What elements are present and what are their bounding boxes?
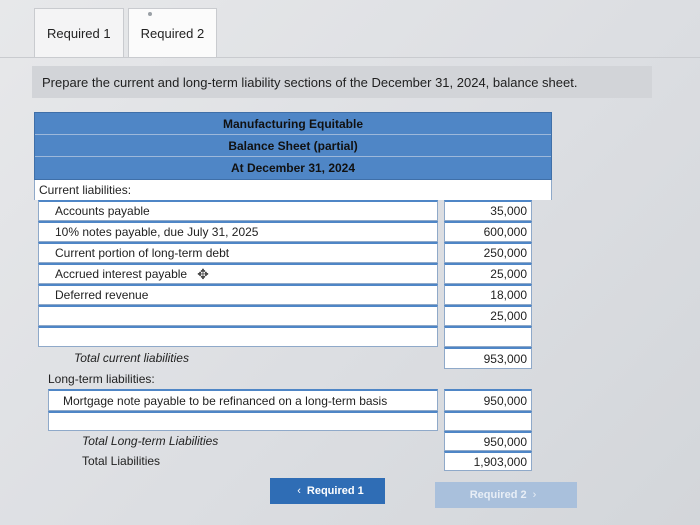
current-liabilities-heading-row <box>34 180 552 200</box>
table-row <box>34 431 552 451</box>
deferred-revenue-value[interactable]: 18,000 <box>444 284 532 305</box>
current-liabilities-heading: Current liabilities: <box>39 183 132 197</box>
chevron-right-icon: › <box>532 489 537 501</box>
table-row <box>34 326 552 347</box>
instruction-text: Prepare the current and long-term liability sections of the December 31, 2024, balance sheet. <box>32 66 652 98</box>
tab-indicator-dot <box>148 12 152 16</box>
table-row <box>34 411 552 431</box>
table-row <box>34 242 552 263</box>
total-longterm-label: Total Long-term Liabilities <box>82 434 219 448</box>
prev-required-button[interactable] <box>270 478 385 504</box>
tab-required-2[interactable]: Required 2 <box>128 8 218 58</box>
tab-bar <box>34 8 217 58</box>
accrued-interest-text: Accrued interest payable <box>55 267 188 281</box>
total-current-label: Total current liabilities <box>74 351 189 365</box>
table-row <box>34 451 552 471</box>
company-name: Manufacturing Equitable <box>35 113 551 135</box>
table-row <box>34 200 552 221</box>
blank-label-input[interactable] <box>38 305 438 326</box>
statement-name: Balance Sheet (partial) <box>35 135 551 157</box>
deferred-revenue-label[interactable]: Deferred revenue <box>38 284 438 305</box>
longterm-heading: Long-term liabilities: <box>48 372 155 386</box>
empty-longterm-value-input[interactable] <box>444 411 532 431</box>
next-required-label: Required 2 <box>469 489 527 501</box>
mortgage-note-label[interactable]: Mortgage note payable to be refinanced on a long-term basis <box>48 389 438 411</box>
table-row <box>34 284 552 305</box>
total-liabilities-label: Total Liabilities <box>82 454 161 468</box>
accounts-payable-label[interactable]: Accounts payable <box>38 200 438 221</box>
table-row <box>34 347 552 369</box>
current-portion-ltd-label[interactable]: Current portion of long-term debt <box>38 242 438 263</box>
longterm-heading-row <box>34 369 552 389</box>
accrued-interest-label[interactable] <box>38 263 438 284</box>
statement-date: At December 31, 2024 <box>230 161 356 175</box>
chevron-left-icon: ‹ <box>297 485 301 497</box>
accounts-payable-value[interactable]: 35,000 <box>444 200 532 221</box>
empty-value-input[interactable] <box>444 326 532 347</box>
total-longterm-value[interactable]: 950,000 <box>444 431 532 451</box>
balance-sheet <box>34 112 552 471</box>
mortgage-note-value[interactable]: 950,000 <box>444 389 532 411</box>
notes-payable-label[interactable]: 10% notes payable, due July 31, 2025 <box>38 221 438 242</box>
table-row <box>34 263 552 284</box>
sheet-header <box>34 112 552 180</box>
notes-payable-value[interactable]: 600,000 <box>444 221 532 242</box>
table-row <box>34 221 552 242</box>
move-cursor-icon: ✥ <box>197 265 209 282</box>
current-portion-ltd-value[interactable]: 250,000 <box>444 242 532 263</box>
table-row <box>34 389 552 411</box>
total-liabilities-value[interactable]: 1,903,000 <box>444 451 532 471</box>
blank-value-input[interactable]: 25,000 <box>444 305 532 326</box>
tab-required-1[interactable]: Required 1 <box>34 8 124 58</box>
total-current-value[interactable]: 953,000 <box>444 347 532 369</box>
next-required-button[interactable] <box>435 482 577 508</box>
tab-divider <box>0 57 700 58</box>
empty-label-input[interactable] <box>38 326 438 347</box>
table-row <box>34 305 552 326</box>
accrued-interest-value[interactable]: 25,000 <box>444 263 532 284</box>
empty-longterm-label-input[interactable] <box>48 411 438 431</box>
prev-required-label: Required 1 <box>306 485 364 497</box>
